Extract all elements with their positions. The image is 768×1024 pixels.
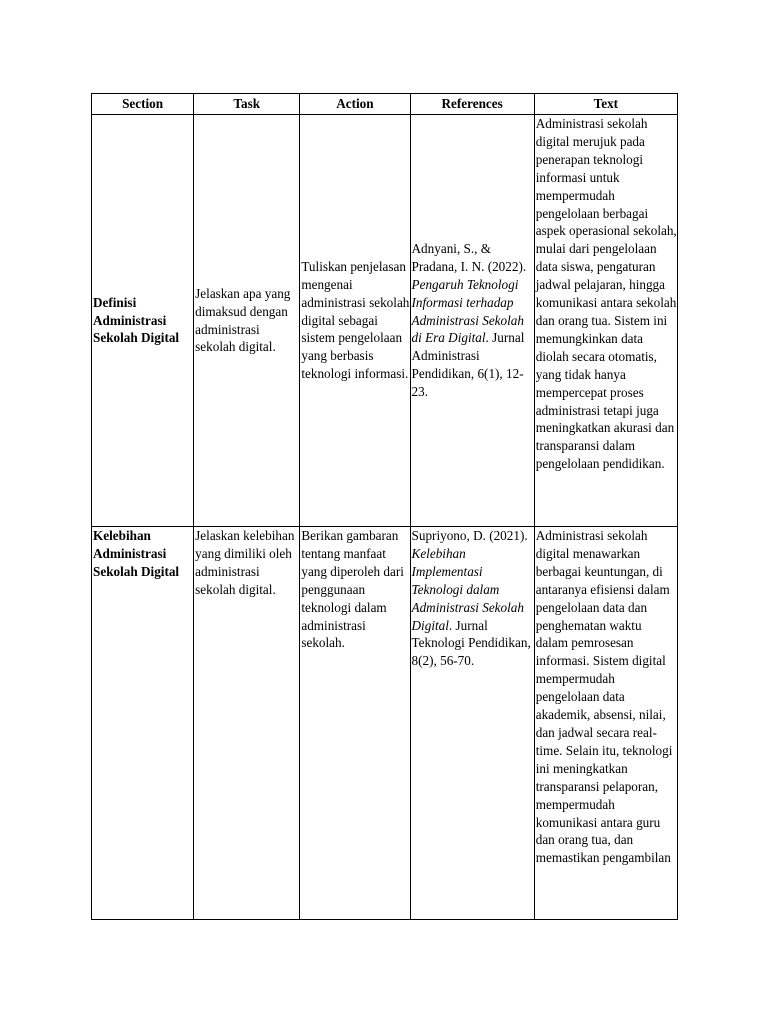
reference-title: Pengaruh Teknologi Informasi terhadap Administrasi Sekolah di Era Digital [411, 276, 524, 346]
table-row [92, 115, 678, 527]
task-cell: Jelaskan kelebihan yang dimiliki oleh administrasi sekolah digital. [194, 527, 300, 920]
header-action: Action [300, 94, 410, 115]
section-cell: Kelebihan Administrasi Sekolah Digital [92, 527, 194, 920]
header-references: References [410, 94, 534, 115]
header-section: Section [92, 94, 194, 115]
references-cell [410, 115, 534, 527]
text-cell: Administrasi sekolah digital merujuk pada penerapan teknologi informasi untuk mempermudah pengelolaan berbagai aspek operasional sekolah, mulai dari pengelolaan data siswa, pengaturan jadwal pelajaran, hingga komunikasi antara sekolah dan orang tua. Sistem ini memungkinkan data diolah secara otomatis, yang tidak hanya mempercepat proses administrasi tetapi juga meningkatkan akurasi dan transparansi dalam pengelolaan pendidikan. [534, 115, 677, 527]
action-cell: Tuliskan penjelasan mengenai administrasi sekolah digital sebagai sistem pengelolaan yang berbasis teknologi informasi. [300, 115, 410, 527]
reference-title: Kelebihan Implementasi Teknologi dalam Administrasi Sekolah Digital [411, 545, 524, 633]
action-cell: Berikan gambaran tentang manfaat yang diperoleh dari penggunaan teknologi dalam administrasi sekolah. [300, 527, 410, 920]
header-task: Task [194, 94, 300, 115]
header-text: Text [534, 94, 677, 115]
reference-source: . Jurnal Administrasi Pendidikan, 6(1), 12-23. [411, 330, 525, 400]
task-cell: Jelaskan apa yang dimaksud dengan administrasi sekolah digital. [194, 115, 300, 527]
table-header-row [92, 94, 678, 115]
reference-source: . Jurnal Teknologi Pendidikan, 8(2), 56-70. [411, 617, 531, 669]
section-cell: Definisi Administrasi Sekolah Digital [92, 115, 194, 527]
references-cell [410, 527, 534, 920]
content-table [91, 93, 678, 920]
reference-authors: Supriyono, D. (2021). [411, 528, 528, 543]
table-row [92, 527, 678, 920]
text-cell-content: Administrasi sekolah digital menawarkan berbagai keuntungan, di antaranya efisiensi dalam pengelolaan data dan penghematan waktu dalam pemrosesan informasi. Sistem digital mempermudah pengelolaan data akademik, absensi, nilai, dan jadwal secara real-time. Selain itu, teknologi ini meningkatkan transparansi pelaporan, mempermudah komunikasi antara guru dan orang tua, dan memastikan pengambilan [535, 528, 673, 866]
reference-authors: Adnyani, S., & Pradana, I. N. (2022). [411, 240, 527, 274]
text-cell [534, 527, 677, 920]
